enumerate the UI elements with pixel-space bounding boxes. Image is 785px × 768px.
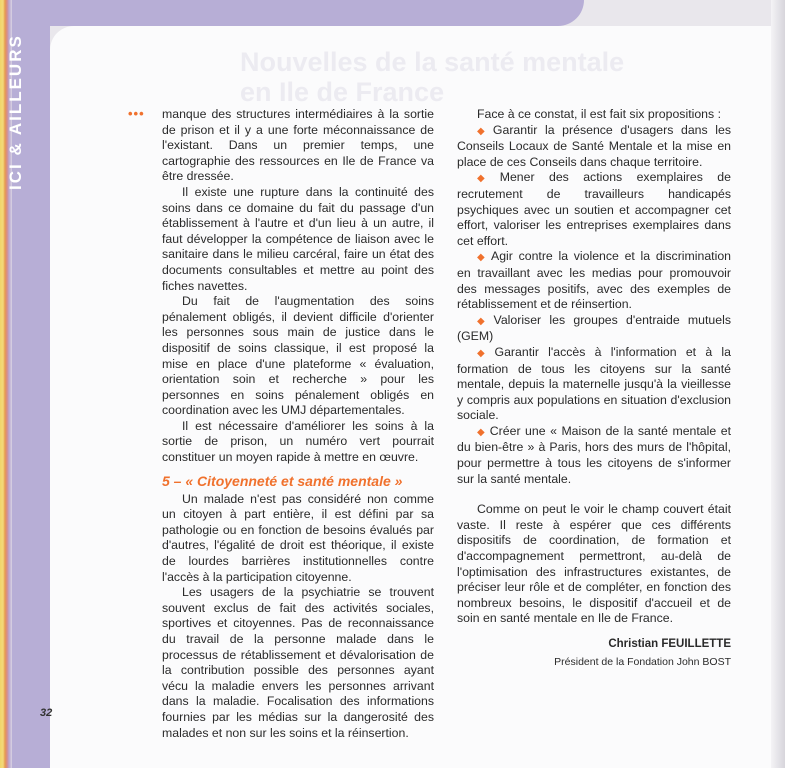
- proposal-text: Valoriser les groupes d'entraide mutuels (GEM): [457, 312, 731, 344]
- page-gutter-shadow: [771, 0, 785, 768]
- header-band: [12, 0, 584, 26]
- diamond-bullet-icon: ◆: [477, 173, 496, 185]
- proposal-text: Garantir l'accès à l'information et à la formation de tous les citoyens sur la santé mentale, depuis la maternelle jusqu'à la vieillesse y compris aux populations en situation d'exclusion sociale.: [457, 344, 731, 423]
- proposal-text: Garantir la présence d'usagers dans les Conseils Locaux de Santé Mentale et la mise en place de ces Conseils dans chaque territoire.: [457, 122, 731, 169]
- diamond-bullet-icon: ◆: [477, 347, 491, 359]
- paragraph: Un malade n'est pas considéré non comme un citoyen à part entière, il est défini par sa pathologie ou en fonction de besoins évalués par d'autres, l'égalité de droit est théorique, il existe de lourdes barrières institutionnelles contre l'accès à la participation citoyenne.: [162, 491, 434, 584]
- proposal-item: [457, 345, 731, 424]
- left-column: [162, 107, 434, 741]
- proposal-text: Créer une « Maison de la santé mentale et du bien-être » à Paris, hors des murs de l'hôpital, pour permettre à tous les citoyens de s'informer sur la santé mentale.: [457, 423, 731, 486]
- proposal-text: Agir contre la violence et la discrimination en travaillant avec les medias pour promouvoir des messages positifs, avec des exemples de rétablissement et de réinsertion.: [457, 249, 731, 312]
- section-heading: 5 – « Citoyenneté et santé mentale »: [162, 472, 403, 489]
- signature-name: Christian FEUILLETTE: [608, 638, 731, 650]
- proposal-item: [457, 313, 731, 345]
- proposal-item: [457, 170, 731, 249]
- page-number: 32: [40, 707, 53, 719]
- paragraph: Les usagers de la psychiatrie se trouvent souvent exclus de fait des activités sociales, sportives et citoyennes. Pas de reconnaissance du travail de la personne malade dans le processus de rétablissement et dévalorisation de la contribution possible des personnes ayant vécu la maladie envers les personnes arrivant dans la maladie. Focalisation des informations fournies par les médias sur la dangerosité des malades et non sur les soins et la réinsertion.: [162, 585, 434, 740]
- proposal-item: [457, 123, 731, 171]
- paragraph: manque des structures intermédiaires à la sortie de prison et il y a une forte méconnaissance de l'existant. Dans un premier temps, une cartographie des ressources en Ile de France va être dressée.: [162, 107, 434, 184]
- proposal-item: [457, 424, 731, 487]
- continuation-mark: •••: [128, 106, 145, 121]
- intro-paragraph: Face à ce constat, il est fait six propositions :: [477, 107, 721, 121]
- paragraph: Du fait de l'augmentation des soins pénalement obligés, il devient difficile d'orienter les personnes sous main de justice dans le dispositif de soins classique, il est proposé la mise en place d'une plateforme « évaluation, orientation soin et recherche » pour les personnes en soins pénalement obligés en coordination avec les UMJ départementales.: [162, 294, 434, 418]
- conclusion-paragraph: Comme on peut le voir le champ couvert était vaste. Il reste à espérer que ces différents dispositifs de coordination, de formation et d'accompagnement permettront, au-delà de l'optimisation des infrastructures existantes, de préciser leur rôle et de compléter, en fonction des nombreux besoins, le dispositif d'accueil et de soin en santé mentale en Ile de France.: [457, 502, 731, 626]
- right-column: [457, 107, 731, 670]
- diamond-bullet-icon: ◆: [477, 426, 486, 438]
- proposal-item: [457, 249, 731, 312]
- proposal-text: Mener des actions exemplaires de recrutement de travailleurs handicapés psychiques avec un soutien et accompagner cet effort, valoriser les entreprises exemplaires dans cet effort.: [457, 170, 731, 248]
- diamond-bullet-icon: ◆: [477, 315, 490, 327]
- section-label: ICI & AILLEURS: [6, 34, 25, 190]
- signature-title: Président de la Fondation John BOST: [554, 655, 731, 668]
- diamond-bullet-icon: ◆: [477, 125, 489, 137]
- show-through-title: Nouvelles de la santé mentale en Ile de France: [240, 47, 625, 107]
- spacer: [457, 487, 731, 502]
- paragraph: Il existe une rupture dans la continuité des soins dans ce domaine du fait du passage d'un établissement à l'autre et d'un lieu à un autre, il faut développer la compétence de liaison avec le sanitaire dans le milieu carcéral, faire un état des documents consultables et mettre au point des fiches navettes.: [162, 184, 434, 293]
- paragraph: Il est nécessaire d'améliorer les soins à la sortie de prison, un numéro vert pourrait constituer un moyen rapide à mettre en œuvre.: [162, 418, 434, 465]
- diamond-bullet-icon: ◆: [477, 252, 487, 264]
